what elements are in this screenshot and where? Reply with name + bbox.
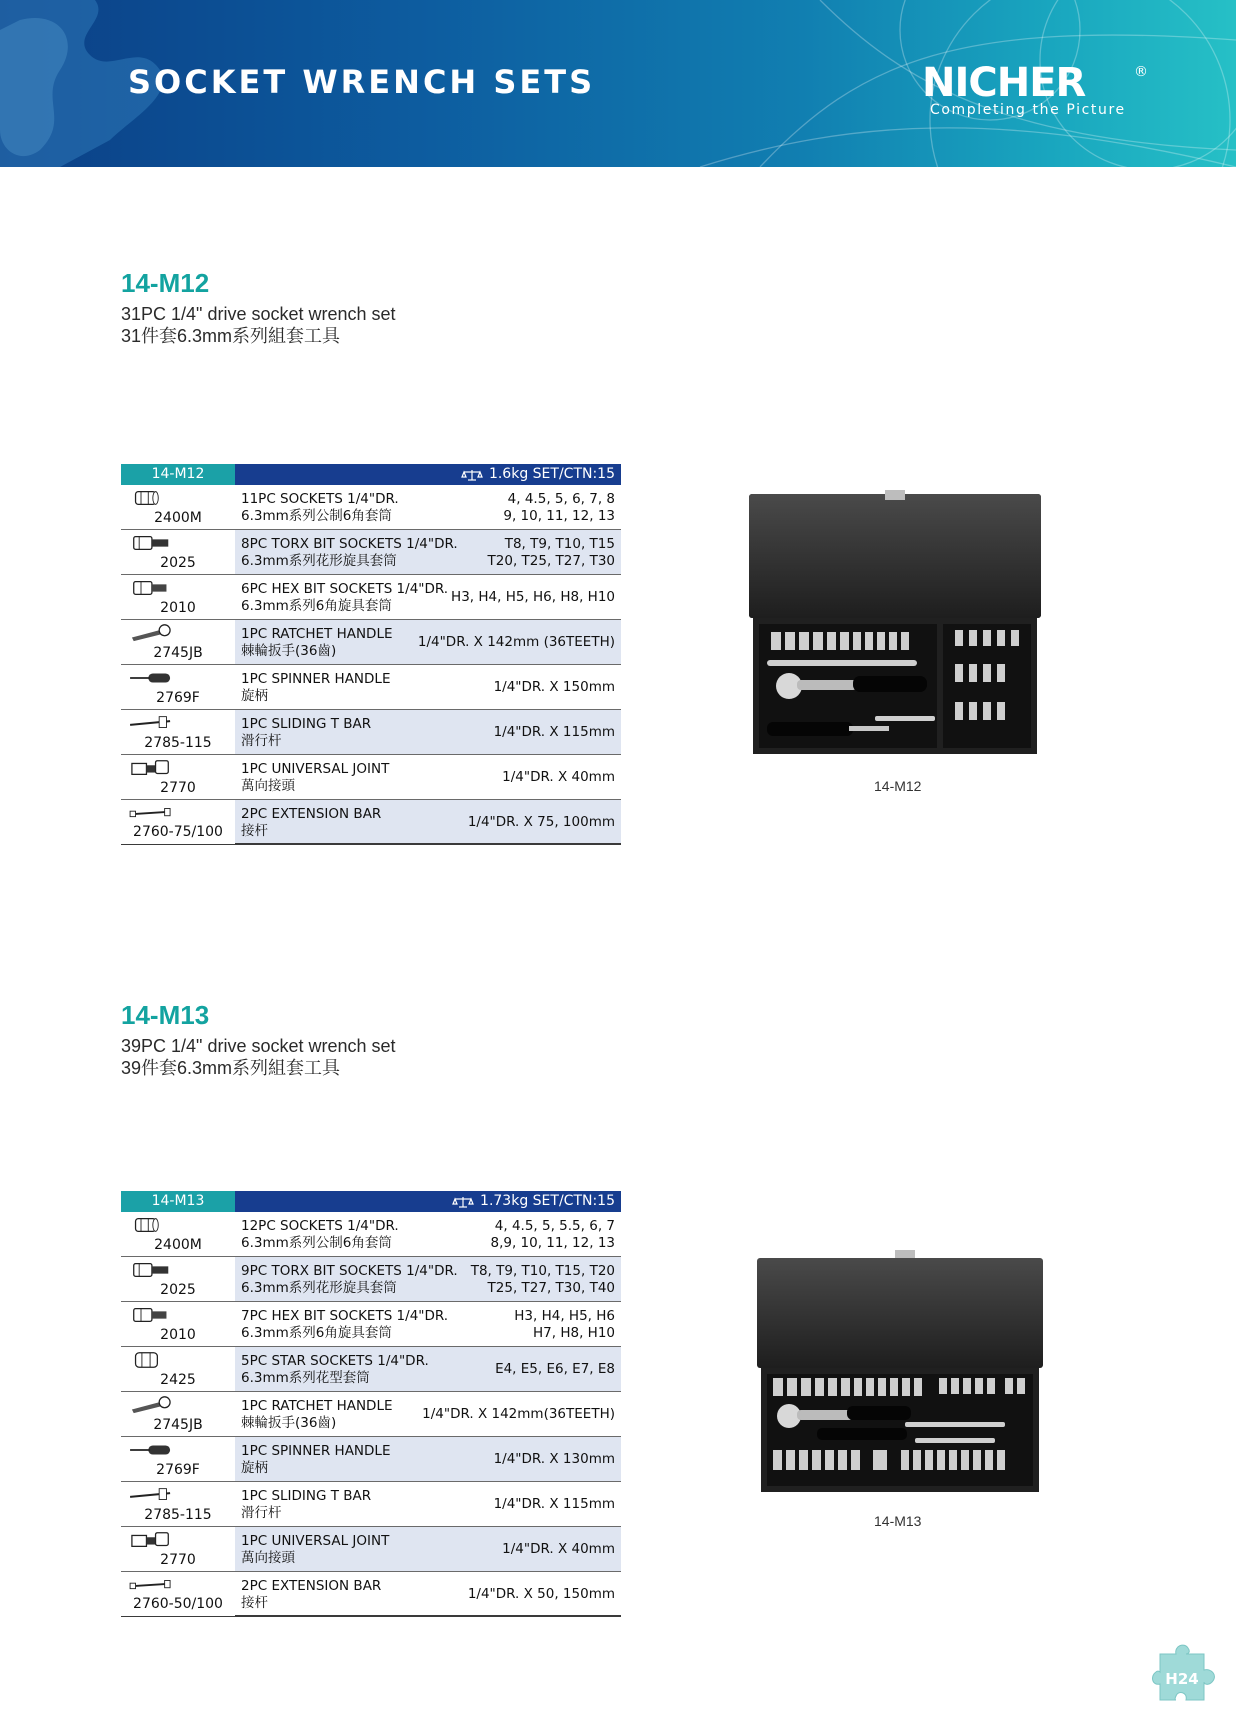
- t-bar-icon: [126, 713, 176, 733]
- item-description: [241, 626, 393, 660]
- item-description-en: 1PC UNIVERSAL JOINT: [241, 761, 390, 777]
- extension-bar-icon: [126, 1575, 176, 1595]
- item-sizes: [494, 665, 615, 710]
- torx-bit-icon: [126, 533, 176, 553]
- product-description-en: 31PC 1/4" drive socket wrench set: [121, 304, 396, 324]
- item-description-en: 2PC EXTENSION BAR: [241, 1578, 382, 1594]
- item-description-zh: 6.3mm系列花型套筒: [241, 1370, 370, 1386]
- model-number: 2785-115: [121, 735, 235, 751]
- size-line-1: 1/4"DR. X 130mm: [493, 1451, 615, 1467]
- size-line-2: T20, T25, T27, T30: [487, 552, 615, 569]
- model-number: 2785-115: [121, 1507, 235, 1523]
- table-row: [121, 1572, 621, 1617]
- spec-table-header: [121, 464, 621, 485]
- size-line-2: 8,9, 10, 11, 12, 13: [490, 1234, 615, 1251]
- item-sizes: [471, 1257, 615, 1302]
- size-line-1: 1/4"DR. X 115mm: [493, 724, 615, 740]
- spinner-handle-icon: [126, 1440, 176, 1460]
- item-description-en: 1PC SPINNER HANDLE: [241, 671, 391, 687]
- item-sizes: [494, 1482, 615, 1527]
- t-bar-icon: [126, 1485, 176, 1505]
- hex-bit-icon: [126, 1305, 176, 1325]
- item-description-en: 11PC SOCKETS 1/4"DR.: [241, 491, 399, 507]
- model-number: 2745JB: [121, 645, 235, 661]
- size-line-1: T8, T9, T10, T15, T20: [470, 1262, 615, 1279]
- model-number: 2770: [121, 780, 235, 796]
- torx-bit-icon: [126, 1260, 176, 1280]
- scale-icon: [461, 469, 483, 481]
- item-description: [241, 1443, 390, 1477]
- photo-caption: 14-M12: [874, 778, 922, 794]
- product-code: 14-M13: [121, 1000, 210, 1030]
- item-description-zh: 6.3mm系列公制6角套筒: [241, 1235, 392, 1251]
- extension-bar-icon: [126, 803, 176, 823]
- size-line-1: 1/4"DR. X 142mm(36TEETH): [422, 1406, 615, 1422]
- table-row: [121, 1257, 621, 1302]
- item-description-zh: 6.3mm系列花形旋具套筒: [241, 553, 397, 569]
- item-description-en: 1PC UNIVERSAL JOINT: [241, 1533, 390, 1549]
- universal-joint-icon: [126, 1530, 176, 1550]
- product-photo-14-m13: [755, 1250, 1045, 1500]
- ratchet-icon: [126, 1395, 176, 1415]
- item-sizes: [418, 620, 615, 665]
- model-number: 2769F: [121, 690, 235, 706]
- spec-table-tag: 14-M13: [121, 1191, 235, 1212]
- item-sizes: [451, 575, 615, 620]
- item-description: [241, 1578, 381, 1612]
- item-description: [241, 806, 381, 840]
- item-description-zh: 棘輪扳手(36齒): [241, 1415, 337, 1431]
- size-line-1: E4, E5, E6, E7, E8: [495, 1361, 615, 1377]
- item-description-zh: 滑行杆: [241, 733, 282, 749]
- spec-table: [121, 1191, 621, 1617]
- product-code: 14-M12: [121, 268, 210, 298]
- item-description-zh: 旋柄: [241, 1460, 268, 1476]
- photo-caption: 14-M13: [874, 1513, 922, 1529]
- item-description-zh: 滑行杆: [241, 1505, 282, 1521]
- model-number: 2760-50/100: [121, 1596, 235, 1612]
- model-number: 2400M: [121, 510, 235, 526]
- product-photo-14-m12: [745, 490, 1045, 760]
- item-sizes: [514, 1302, 615, 1347]
- item-description: [241, 1398, 393, 1432]
- item-description: [241, 671, 390, 705]
- item-sizes: [494, 1437, 615, 1482]
- item-sizes: [422, 1392, 615, 1437]
- item-description-zh: 6.3mm系列6角旋具套筒: [241, 1325, 392, 1341]
- page-number: H24: [1165, 1670, 1199, 1688]
- scale-icon: [452, 1196, 474, 1208]
- table-row: [121, 710, 621, 755]
- product-description-zh: 39件套6.3mm系列組套工具: [121, 1058, 341, 1078]
- size-line-1: H3, H4, H5, H6, H8, H10: [451, 589, 615, 605]
- socket-icon: [126, 1215, 176, 1235]
- table-row: [121, 755, 621, 800]
- table-row: [121, 1482, 621, 1527]
- item-sizes: [490, 1212, 615, 1257]
- model-number: 2760-75/100: [121, 824, 235, 840]
- table-row: [121, 485, 621, 530]
- size-line-2: H7, H8, H10: [533, 1324, 615, 1341]
- item-description: [241, 1353, 429, 1387]
- spinner-handle-icon: [126, 668, 176, 688]
- table-row: [121, 1437, 621, 1482]
- size-line-1: 1/4"DR. X 50, 150mm: [467, 1586, 615, 1602]
- item-description: [241, 1488, 371, 1522]
- item-description-zh: 接杆: [241, 823, 268, 839]
- spec-table-weight: [461, 464, 615, 485]
- product-description: [121, 303, 396, 347]
- registered-mark: ®: [1134, 64, 1148, 80]
- table-row: [121, 1302, 621, 1347]
- brand-tagline: Completing the Picture: [930, 102, 1126, 118]
- table-row: [121, 800, 621, 845]
- item-description-zh: 接杆: [241, 1595, 268, 1611]
- model-number: 2010: [121, 1327, 235, 1343]
- product-description: [121, 1035, 396, 1079]
- table-row: [121, 1392, 621, 1437]
- item-description-en: 8PC TORX BIT SOCKETS 1/4"DR.: [241, 536, 458, 552]
- item-description-en: 7PC HEX BIT SOCKETS 1/4"DR.: [241, 1308, 449, 1324]
- item-description-en: 6PC HEX BIT SOCKETS 1/4"DR.: [241, 581, 449, 597]
- item-description-zh: 棘輪扳手(36齒): [241, 643, 337, 659]
- size-line-1: 1/4"DR. X 150mm: [493, 679, 615, 695]
- ratchet-icon: [126, 623, 176, 643]
- item-sizes: [495, 1347, 615, 1392]
- weight-label: 1.73kg SET/CTN:15: [480, 1193, 615, 1209]
- spec-table: [121, 464, 621, 845]
- spec-table-tag: 14-M12: [121, 464, 235, 485]
- item-description-en: 1PC SLIDING T BAR: [241, 1488, 372, 1504]
- item-sizes: [468, 800, 615, 845]
- item-description-zh: 旋柄: [241, 688, 268, 704]
- item-sizes: [503, 485, 615, 530]
- header-banner: [0, 0, 1236, 167]
- product-description-zh: 31件套6.3mm系列組套工具: [121, 326, 341, 346]
- item-description: [241, 1533, 389, 1567]
- item-description-zh: 6.3mm系列公制6角套筒: [241, 508, 392, 524]
- model-number: 2770: [121, 1552, 235, 1568]
- size-line-1: H3, H4, H5, H6: [514, 1307, 615, 1324]
- model-number: 2010: [121, 600, 235, 616]
- model-number: 2025: [121, 1282, 235, 1298]
- model-number: 2025: [121, 555, 235, 571]
- table-row: [121, 665, 621, 710]
- item-description: [241, 1218, 399, 1252]
- size-line-1: 1/4"DR. X 75, 100mm: [467, 814, 615, 830]
- table-row: [121, 1527, 621, 1572]
- item-description: [241, 581, 448, 615]
- table-row: [121, 1347, 621, 1392]
- item-description-en: 9PC TORX BIT SOCKETS 1/4"DR.: [241, 1263, 458, 1279]
- item-sizes: [468, 1572, 615, 1617]
- item-description-en: 12PC SOCKETS 1/4"DR.: [241, 1218, 399, 1234]
- table-row: [121, 620, 621, 665]
- table-row: [121, 1212, 621, 1257]
- item-description-zh: 萬向接頭: [241, 1550, 295, 1566]
- socket-icon: [126, 488, 176, 508]
- item-description-en: 1PC SPINNER HANDLE: [241, 1443, 391, 1459]
- size-line-1: 1/4"DR. X 142mm (36TEETH): [417, 634, 615, 650]
- item-description-en: 1PC RATCHET HANDLE: [241, 626, 393, 642]
- size-line-1: 4, 4.5, 5, 5.5, 6, 7: [494, 1217, 615, 1234]
- item-description-en: 5PC STAR SOCKETS 1/4"DR.: [241, 1353, 429, 1369]
- item-sizes: [488, 530, 615, 575]
- page-title: SOCKET WRENCH SETS: [128, 63, 596, 101]
- brand-logo: NICHER: [922, 60, 1086, 106]
- item-description: [241, 716, 371, 750]
- size-line-1: T8, T9, T10, T15: [504, 535, 615, 552]
- item-description-zh: 6.3mm系列6角旋具套筒: [241, 598, 392, 614]
- item-description-en: 2PC EXTENSION BAR: [241, 806, 382, 822]
- spec-table-weight: [452, 1191, 615, 1212]
- star-socket-icon: [126, 1350, 176, 1370]
- item-description: [241, 1263, 458, 1297]
- item-description: [241, 761, 389, 795]
- spec-table-header: [121, 1191, 621, 1212]
- model-number: 2400M: [121, 1237, 235, 1253]
- size-line-2: T25, T27, T30, T40: [487, 1279, 615, 1296]
- product-description-en: 39PC 1/4" drive socket wrench set: [121, 1036, 396, 1056]
- item-sizes: [494, 710, 615, 755]
- item-description: [241, 536, 458, 570]
- hex-bit-icon: [126, 578, 176, 598]
- item-description: [241, 491, 399, 525]
- item-description-zh: 6.3mm系列花形旋具套筒: [241, 1280, 397, 1296]
- item-description-zh: 萬向接頭: [241, 778, 295, 794]
- page-number-badge: [1150, 1640, 1226, 1706]
- model-number: 2745JB: [121, 1417, 235, 1433]
- weight-label: 1.6kg SET/CTN:15: [488, 466, 615, 482]
- size-line-1: 1/4"DR. X 40mm: [502, 769, 615, 785]
- item-description: [241, 1308, 448, 1342]
- table-row: [121, 575, 621, 620]
- item-description-en: 1PC SLIDING T BAR: [241, 716, 372, 732]
- size-line-1: 1/4"DR. X 40mm: [502, 1541, 615, 1557]
- size-line-1: 1/4"DR. X 115mm: [493, 1496, 615, 1512]
- item-description-en: 1PC RATCHET HANDLE: [241, 1398, 393, 1414]
- item-sizes: [502, 1527, 615, 1572]
- table-row: [121, 530, 621, 575]
- model-number: 2769F: [121, 1462, 235, 1478]
- size-line-1: 4, 4.5, 5, 6, 7, 8: [507, 490, 615, 507]
- size-line-2: 9, 10, 11, 12, 13: [503, 507, 615, 524]
- universal-joint-icon: [126, 758, 176, 778]
- item-sizes: [502, 755, 615, 800]
- model-number: 2425: [121, 1372, 235, 1388]
